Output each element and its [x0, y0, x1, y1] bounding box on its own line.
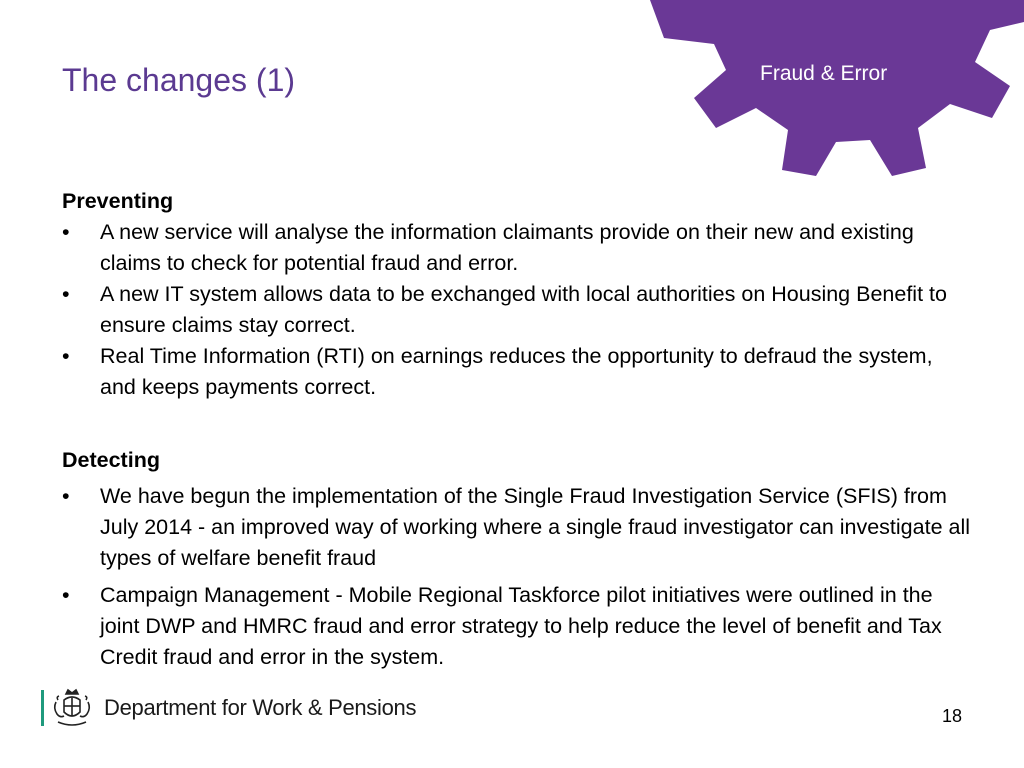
preventing-block [62, 186, 972, 403]
bullet-text: Real Time Information (RTI) on earnings reduces the opportunity to defraud the system, and keeps payments correct. [100, 344, 933, 399]
royal-crest-icon [50, 688, 94, 728]
preventing-heading: Preventing [62, 189, 174, 213]
slide-title: The changes (1) [62, 62, 296, 98]
cog-shape [0, 0, 1024, 200]
bullet-text: A new IT system allows data to be exchanged with local authorities on Housing Benefit to ensure claims stay correct. [100, 282, 947, 337]
footer-divider [41, 690, 44, 726]
department-name: Department for Work & Pensions [104, 695, 417, 720]
detecting-list [62, 481, 972, 673]
preventing-list [62, 217, 972, 403]
section-tag: Fraud & Error [760, 62, 888, 85]
list-item [62, 217, 972, 279]
detecting-heading: Detecting [62, 448, 160, 472]
bullet-text: Campaign Management - Mobile Regional Taskforce pilot initiatives were outlined in the joint DWP and HMRC fraud and error strategy to help reduce the level of benefit and Tax Credit fraud and error in the system. [100, 583, 942, 669]
bullet-text: A new service will analyse the information claimants provide on their new and existing claims to check for potential fraud and error. [100, 220, 914, 275]
bullet-icon: • [62, 484, 70, 508]
list-item [62, 580, 972, 673]
bullet-icon: • [62, 344, 70, 368]
page-number: 18 [941, 706, 962, 726]
slide-content [62, 186, 972, 679]
bullet-icon: • [62, 282, 70, 306]
list-item [62, 481, 972, 574]
bullet-text: We have begun the implementation of the Single Fraud Investigation Service (SFIS) from July 2014 - an improved way of working where a single fraud investigator can investigate all types of welfare benefit fraud [100, 484, 971, 570]
bullet-icon: • [62, 583, 70, 607]
list-item [62, 279, 972, 341]
bullet-icon: • [62, 220, 70, 244]
detecting-block [62, 445, 972, 673]
list-item [62, 341, 972, 403]
